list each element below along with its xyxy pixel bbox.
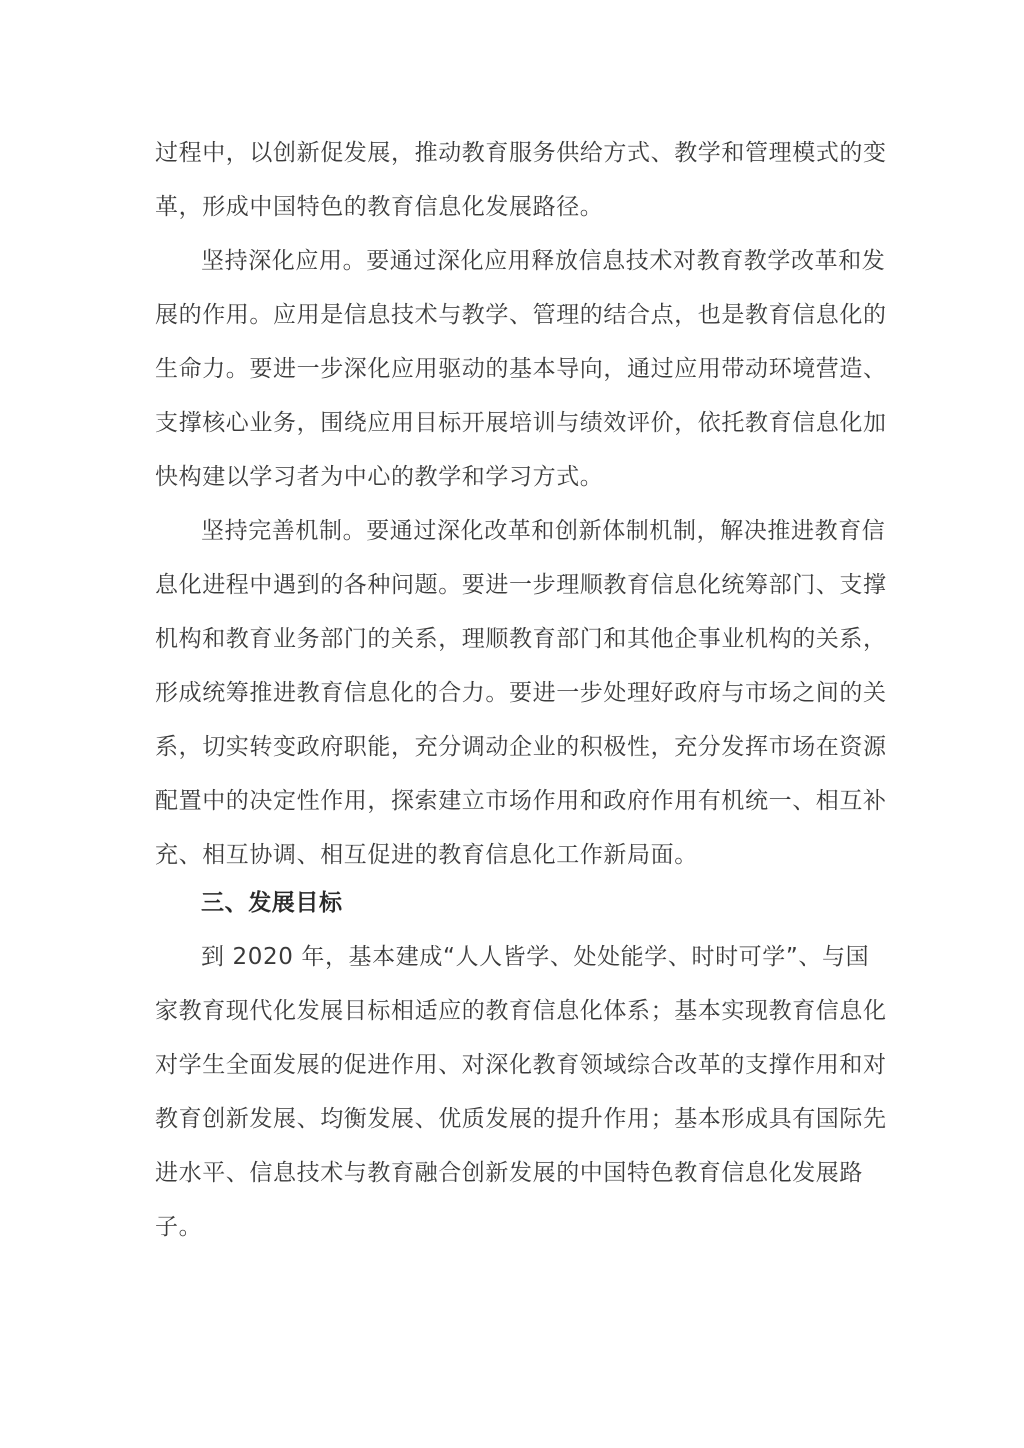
paragraph-2-line-5: 快构建以学习者为中心的教学和学习方式。 [155,464,604,490]
paragraph-3-line-3: 机构和教育业务部门的关系，理顺教育部门和其他企事业机构的关系， [155,626,887,652]
paragraph-1-line-2: 革，形成中国特色的教育信息化发展路径。 [155,194,604,220]
paragraph-3-line-5: 系，切实转变政府职能，充分调动企业的积极性，充分发挥市场在资源 [155,734,887,760]
paragraph-3-line-2: 息化进程中遇到的各种问题。要进一步理顺教育信息化统筹部门、支撑 [155,572,887,598]
paragraph-3-line-6: 配置中的决定性作用，探索建立市场作用和政府作用有机统一、相互补 [155,788,887,814]
paragraph-1-line-1: 过程中，以创新促发展，推动教育服务供给方式、教学和管理模式的变 [155,140,887,166]
section-heading: 三、发展目标 [201,890,343,916]
paragraph-2-line-2: 展的作用。应用是信息技术与教学、管理的结合点，也是教育信息化的 [155,302,887,328]
paragraph-3-line-7: 充、相互协调、相互促进的教育信息化工作新局面。 [155,842,698,868]
goal-paragraph-line-6: 子。 [155,1214,203,1240]
goal-paragraph-line-1: 到 2020 年，基本建成“人人皆学、处处能学、时时可学”、与国 [201,944,870,970]
paragraph-2-line-4: 支撑核心业务，围绕应用目标开展培训与绩效评价，依托教育信息化加 [155,410,887,436]
paragraph-3-line-4: 形成统筹推进教育信息化的合力。要进一步处理好政府与市场之间的关 [155,680,887,706]
paragraph-2-line-1: 坚持深化应用。要通过深化应用释放信息技术对教育教学改革和发 [201,248,886,274]
goal-paragraph-line-2: 家教育现代化发展目标相适应的教育信息化体系；基本实现教育信息化 [155,998,887,1024]
paragraph-3-line-1: 坚持完善机制。要通过深化改革和创新体制机制，解决推进教育信 [201,518,886,544]
paragraph-2-line-3: 生命力。要进一步深化应用驱动的基本导向，通过应用带动环境营造、 [155,356,887,382]
goal-paragraph-line-3: 对学生全面发展的促进作用、对深化教育领域综合改革的支撑作用和对 [155,1052,887,1078]
goal-paragraph-line-4: 教育创新发展、均衡发展、优质发展的提升作用；基本形成具有国际先 [155,1106,887,1132]
goal-paragraph-line-5: 进水平、信息技术与教育融合创新发展的中国特色教育信息化发展路 [155,1160,863,1186]
